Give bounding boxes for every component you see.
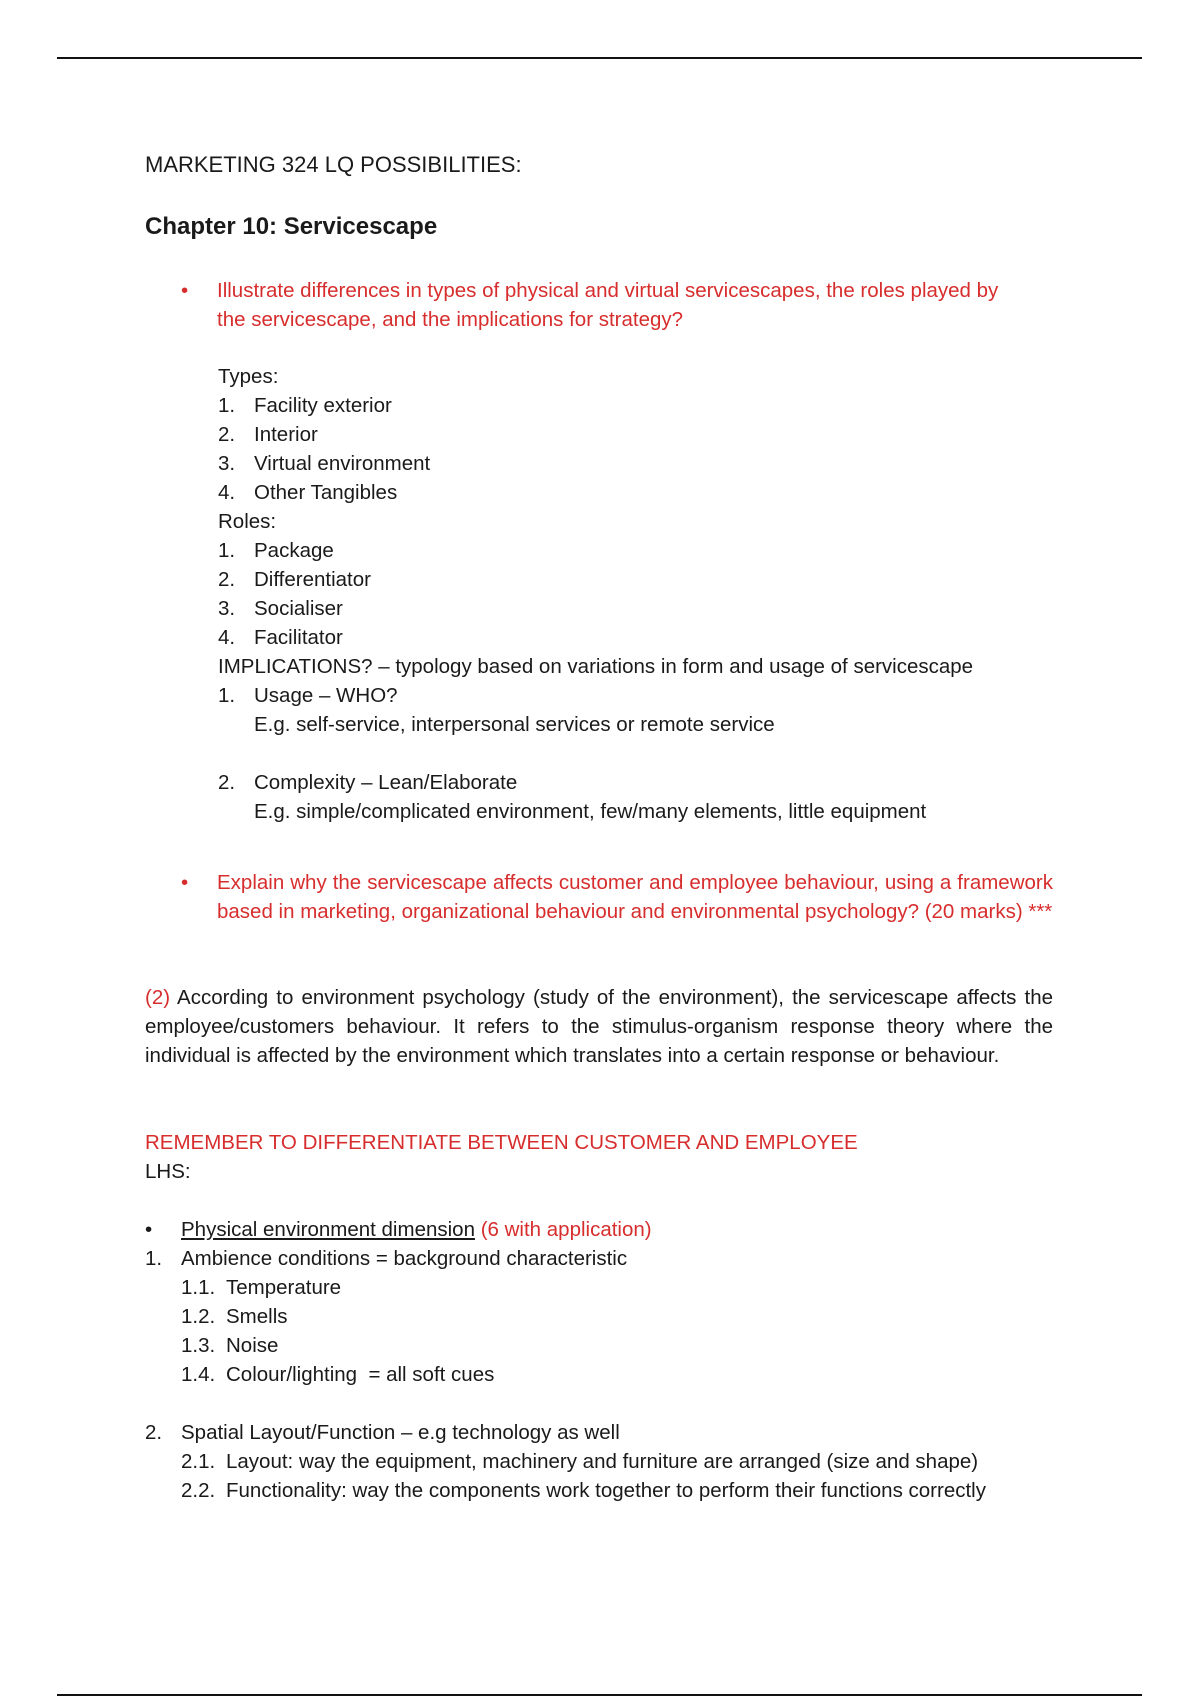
sub-list-item: 2.2. Functionality: way the components work together to perform their functions correctly (181, 1479, 986, 1502)
types-label: Types: (218, 365, 279, 388)
bullet-icon: • (181, 279, 189, 302)
answer-text: According to environment psychology (study of the environment), the servicescape affects the employee/customers behaviour. It refers to the stimulus-organism response theory where the individual is affected by the environment which translates into a certain response or behaviour. (145, 986, 1053, 1067)
question-1 (181, 276, 1053, 334)
spatial-list (145, 1418, 1053, 1534)
sub-list-item: 2.1. Layout: way the equipment, machinery and furniture are arranged (size and shape) (181, 1450, 979, 1473)
bullet-icon: • (181, 871, 189, 894)
answer-paragraph (145, 983, 1053, 1070)
bullet-icon: • (145, 1218, 153, 1241)
chapter-heading: Chapter 10: Servicescape (145, 213, 438, 240)
question-2-text: Explain why the servicescape affects customer and employee behaviour, using a framework based in marketing, organizational behaviour and environmental psychology? (20 marks) *** (217, 871, 1053, 923)
bottom-rule (57, 1694, 1142, 1696)
answer-prefix: (2) (145, 986, 171, 1009)
reminder-note: REMEMBER TO DIFFERENTIATE BETWEEN CUSTOMER AND EMPLOYEE (145, 1131, 858, 1154)
list-item: 2. Spatial Layout/Function – e.g technology as well (145, 1421, 620, 1444)
page-title: MARKETING 324 LQ POSSIBILITIES: (145, 152, 522, 177)
question-2 (181, 868, 1053, 926)
question-1-text: Illustrate differences in types of physical and virtual servicescapes, the roles played by the servicescape, and the implications for strategy? (217, 279, 999, 331)
lhs-label: LHS: (145, 1160, 191, 1183)
dimension-note: (6 with application) (480, 1218, 652, 1241)
top-rule (57, 57, 1142, 59)
implications-label: IMPLICATIONS? – typology based on variations in form and usage of servicescape (218, 655, 974, 678)
roles-label: Roles: (218, 510, 277, 533)
dimension-label: Physical environment dimension (181, 1218, 475, 1241)
dimension-bullet (145, 1215, 652, 1244)
